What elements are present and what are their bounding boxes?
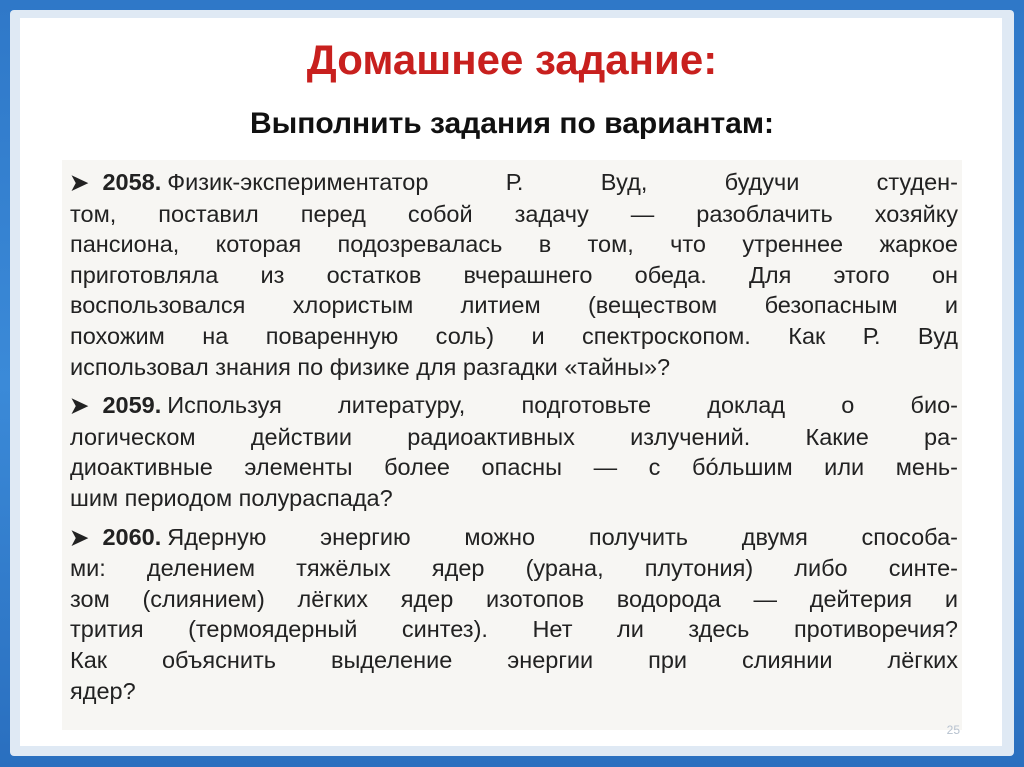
problem-line: том, поставил перед собой задачу — разоблачить хозяйку: [70, 200, 958, 227]
problem-line: ядер?: [70, 677, 136, 704]
arrow-icon: ➤: [70, 524, 89, 550]
problem-2059: [70, 390, 958, 513]
problem-line: ми: делением тяжёлых ядер (урана, плутония) либо синте-: [70, 555, 958, 582]
problem-2058: [70, 167, 958, 382]
problem-line: приготовляла из остатков вчерашнего обеда. Для этого он: [70, 261, 958, 288]
problem-line: ➤ 2059. Используя литературу, подготовьте доклад о био-: [70, 390, 958, 422]
problem-line: ➤ 2058. Физик-экспериментатор Р. Вуд, будучи студен-: [70, 167, 958, 199]
problem-line: шим периодом полураспада?: [70, 484, 393, 511]
problem-number: 2060.: [102, 523, 162, 550]
slide-subtitle: Выполнить задания по вариантам:: [249, 107, 775, 140]
problem-list: [70, 167, 958, 714]
problem-2060: [70, 522, 958, 707]
problem-line: диоактивные элементы более опасны — с бóльшим или мень-: [70, 454, 958, 481]
arrow-icon: ➤: [70, 170, 89, 195]
problem-line: зом (слиянием) лёгких ядер изотопов водорода — дейтерия и: [70, 585, 958, 612]
page-number: 25: [946, 723, 960, 737]
problem-line: воспользовался хлористым литием (веществом безопасным и: [70, 292, 958, 319]
problem-line: Как объяснить выделение энергии при слиянии лёгких: [70, 646, 958, 673]
problem-number: 2058.: [102, 169, 162, 195]
problem-line: использовал знания по физике для разгадки «тайны»?: [70, 353, 671, 380]
slide-title: Домашнее задание:: [306, 36, 718, 83]
problem-line: похожим на поваренную соль) и спектроскопом. Как Р. Вуд: [70, 322, 958, 349]
problem-line: ➤ 2060. Ядерную энергию можно получить двумя способа-: [70, 522, 958, 554]
problem-line: логическом действии радиоактивных излучений. Какие ра-: [70, 423, 958, 450]
problem-line: трития (термоядерный синтез). Нет ли здесь противоречия?: [70, 616, 958, 643]
problem-line: пансиона, которая подозревалась в том, что утреннее жаркое: [70, 231, 958, 258]
problem-number: 2059.: [102, 392, 162, 419]
arrow-icon: ➤: [70, 393, 89, 419]
